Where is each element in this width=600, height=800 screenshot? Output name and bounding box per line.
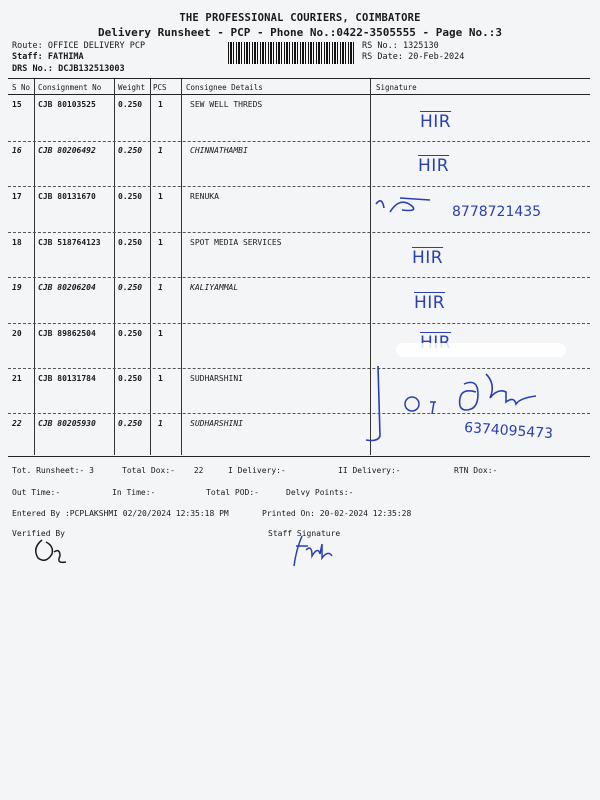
- out-time: Out Time:-: [12, 488, 61, 497]
- staff-label: Staff:: [12, 52, 43, 62]
- ii-delivery: II Delivery:-: [338, 466, 401, 475]
- header-pcs: PCS: [153, 83, 167, 92]
- verified-by-label: Verified By: [12, 529, 65, 538]
- runsheet-title: Delivery Runsheet - PCP - Phone No.:0422-3505555 - Page No.:3: [98, 26, 502, 39]
- row-sno: 16: [12, 146, 22, 155]
- row-weight: 0.250: [118, 146, 143, 155]
- row-sno: 21: [12, 374, 22, 383]
- delvy-points: Delvy Points:-: [286, 488, 354, 497]
- total-dox-label: Total Dox:-: [122, 466, 175, 475]
- row-weight: 0.250: [118, 100, 143, 109]
- row-consignment-no: CJB 80103525: [38, 100, 96, 109]
- header-sno: S No: [12, 83, 31, 92]
- row-separator: [8, 277, 590, 278]
- row-weight: 0.250: [118, 329, 143, 338]
- handwritten-signature: $\overline{HIR}$: [412, 248, 444, 268]
- total-pod: Total POD:-: [206, 488, 259, 497]
- row-pcs: 1: [158, 192, 163, 201]
- row-pcs: 1: [158, 100, 163, 109]
- staff-signature-label: Staff Signature: [268, 529, 341, 538]
- row-sno: 19: [12, 283, 22, 292]
- row-consignee: CHINNATHAMBI: [190, 146, 248, 155]
- handwritten-signature: $\overline{HIR}$: [420, 112, 452, 132]
- table-header-rule: [8, 94, 590, 95]
- redaction-smudge: [396, 339, 566, 361]
- drs-label: DRS No.:: [12, 64, 53, 74]
- rs-no-label: RS No.:: [362, 41, 398, 51]
- rs-date-value: 20-Feb-2024: [408, 52, 465, 62]
- row-pcs: 1: [158, 374, 163, 383]
- rs-no-line: [362, 41, 439, 51]
- row-sno: 17: [12, 192, 22, 201]
- row-separator: [8, 323, 590, 324]
- total-dox: [122, 466, 203, 475]
- tot-runsheet: Tot. Runsheet:- 3: [12, 466, 94, 475]
- row-pcs: 1: [158, 238, 163, 247]
- staff-signature-scribble: [286, 532, 346, 572]
- row-weight: 0.250: [118, 374, 143, 383]
- row-separator: [8, 186, 590, 187]
- printed-on: Printed On: 20-02-2024 12:35:28: [262, 509, 412, 518]
- rs-date-line: [362, 52, 464, 62]
- route-value: OFFICE DELIVERY PCP: [47, 41, 146, 51]
- row-weight: 0.250: [118, 238, 143, 247]
- table-bottom-rule: [8, 456, 590, 457]
- row-consignee: SEW WELL THREDS: [190, 100, 263, 109]
- route-line: [12, 41, 145, 51]
- handwritten-phone-number: 6374095473: [463, 419, 554, 443]
- i-delivery: I Delivery:-: [228, 466, 286, 475]
- row-pcs: 1: [158, 419, 163, 428]
- header-weight: Weight: [118, 83, 146, 92]
- row-sno: 22: [12, 419, 22, 428]
- row-consignment-no: CJB 80131784: [38, 374, 96, 383]
- row-consignee: SUDHARSHINI: [190, 374, 243, 383]
- drs-value: DCJB132513003: [58, 64, 125, 74]
- rtn-dox: RTN Dox:-: [454, 466, 498, 475]
- row-separator: [8, 413, 590, 414]
- row-sno: 20: [12, 329, 22, 338]
- row-consignment-no: CJB 80206204: [38, 283, 96, 292]
- row-consignee: RENUKA: [190, 192, 219, 201]
- row-consignment-no: CJB 80131670: [38, 192, 96, 201]
- barcode: [228, 42, 356, 64]
- row-separator: [8, 232, 590, 233]
- row-consignee: KALIYAMMAL: [190, 283, 239, 292]
- table-row: [0, 370, 600, 415]
- handwritten-signature: $\overline{HIR}$: [414, 293, 446, 313]
- company-name: THE PROFESSIONAL COURIERS, COIMBATORE: [179, 12, 421, 24]
- row-pcs: 1: [158, 329, 163, 338]
- staff-line: [12, 52, 84, 62]
- table-row: [0, 234, 600, 279]
- header-consignment-no: Consignment No: [38, 83, 102, 92]
- row-sno: 15: [12, 100, 22, 109]
- staff-value: FATHIMA: [47, 52, 84, 62]
- table-row: [0, 96, 600, 141]
- row-weight: 0.250: [118, 192, 143, 201]
- verifier-signature-scribble: [28, 534, 78, 568]
- row-consignment-no: CJB 80206492: [38, 146, 96, 155]
- table-row: [0, 188, 600, 233]
- header-consignee-details: Consignee Details: [186, 83, 263, 92]
- row-consignee: SPOT MEDIA SERVICES: [190, 238, 282, 247]
- row-consignment-no: CJB 518764123: [38, 238, 101, 247]
- row-consignment-no: CJB 80205930: [38, 419, 96, 428]
- table-row: [0, 415, 600, 460]
- total-dox-value: 22: [193, 466, 204, 475]
- rs-date-label: RS Date:: [362, 52, 403, 62]
- row-consignment-no: CJB 89862504: [38, 329, 96, 338]
- table-row: [0, 279, 600, 324]
- signature-scribble: [372, 194, 442, 220]
- row-consignee: SUDHARSHINI: [190, 419, 243, 428]
- row-sno: 18: [12, 238, 22, 247]
- row-pcs: 1: [158, 146, 163, 155]
- entered-by: Entered By :PCPLAKSHMI 02/20/2024 12:35:18 PM: [12, 509, 229, 518]
- table-top-rule: [8, 78, 590, 79]
- header-signature: Signature: [376, 83, 417, 92]
- drs-line: [12, 64, 125, 74]
- in-time: In Time:-: [112, 488, 156, 497]
- row-pcs: 1: [158, 283, 163, 292]
- row-weight: 0.250: [118, 283, 143, 292]
- rs-no-value: 1325130: [402, 41, 439, 51]
- handwritten-phone-number: 8778721435: [452, 204, 542, 220]
- handwritten-signature: $\overline{HIR}$: [418, 156, 450, 176]
- route-label: Route:: [12, 41, 43, 51]
- table-row: [0, 142, 600, 187]
- row-weight: 0.250: [118, 419, 143, 428]
